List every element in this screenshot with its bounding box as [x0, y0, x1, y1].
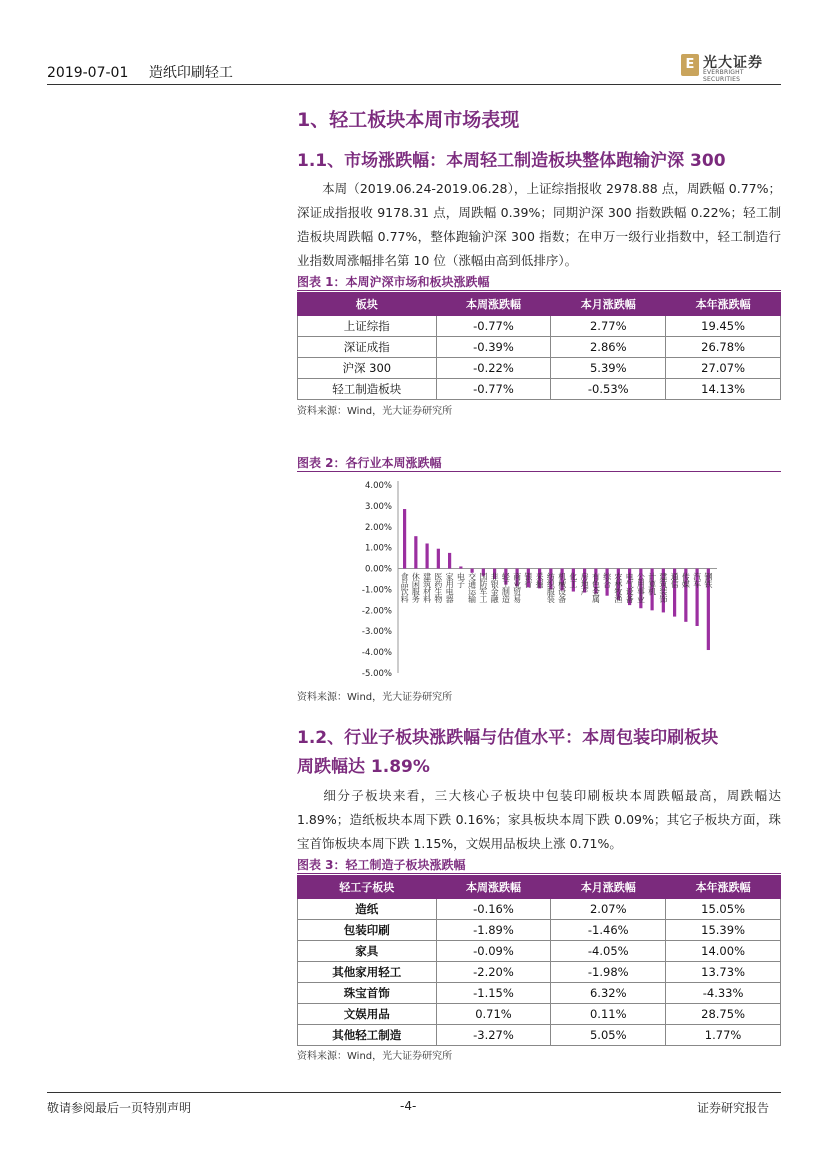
y-tick-label: -1.00%	[361, 585, 392, 596]
value-cell: -0.39%	[436, 337, 551, 358]
table-1-source: 资料来源：Wind，光大证券研究所	[297, 406, 453, 417]
section-1-2-paragraph	[297, 784, 781, 856]
row-label-cell: 上证综指	[298, 316, 437, 337]
value-cell: 2.86%	[551, 337, 666, 358]
table-row	[298, 379, 781, 400]
row-label-cell: 家具	[298, 941, 437, 962]
value-cell: -4.33%	[666, 983, 781, 1004]
value-cell: 15.39%	[666, 920, 781, 941]
category-label: 交通运输	[467, 572, 477, 603]
market-performance-table	[297, 292, 781, 400]
category-label: 建筑装饰	[658, 572, 668, 603]
table-3-title: 图表 3：轻工制造子板块涨跌幅	[297, 858, 466, 872]
logo-text-cn: 光大证券	[703, 55, 763, 71]
y-tick-label: -5.00%	[361, 669, 392, 679]
value-cell: 5.39%	[551, 358, 666, 379]
value-cell: 13.73%	[666, 962, 781, 983]
bar	[459, 566, 462, 568]
category-label: 计算机	[647, 572, 657, 596]
category-label: 轻工制造	[501, 572, 511, 603]
logo-text-en: EVERBRIGHT SECURITIES	[703, 69, 744, 83]
category-label: 医药生物	[433, 572, 443, 603]
bar	[403, 509, 406, 569]
figure-2-source: 资料来源：Wind，光大证券研究所	[297, 692, 453, 703]
row-label-cell: 文娱用品	[298, 1004, 437, 1025]
category-label: 有色金属	[591, 572, 601, 603]
category-label: 化工	[568, 572, 578, 588]
value-cell: 5.05%	[551, 1025, 666, 1046]
table-row	[298, 337, 781, 358]
value-cell: -1.89%	[436, 920, 551, 941]
category-label: 传媒	[681, 572, 691, 588]
value-cell: -3.27%	[436, 1025, 551, 1046]
category-label: 建筑材料	[422, 572, 432, 603]
row-label-cell: 其他轻工制造	[298, 1025, 437, 1046]
value-cell: -0.09%	[436, 941, 551, 962]
y-tick-label: 4.00%	[364, 481, 392, 491]
report-sector: 造纸印刷轻工	[148, 65, 233, 81]
value-cell: 2.77%	[551, 316, 666, 337]
value-cell: -1.46%	[551, 920, 666, 941]
header-divider	[47, 84, 781, 85]
report-date: 2019-07-01	[47, 65, 129, 81]
table-1-title: 图表 1：本周沪深市场和板块涨跌幅	[297, 275, 490, 289]
value-cell: -0.77%	[436, 379, 551, 400]
category-label: 钢铁	[703, 572, 713, 588]
category-label: 电子	[456, 572, 466, 588]
category-label: 食品饮料	[400, 572, 410, 603]
value-cell: 0.11%	[551, 1004, 666, 1025]
value-cell: -0.16%	[436, 899, 551, 920]
footer-disclaimer: 敬请参阅最后一页特别声明	[47, 1101, 192, 1115]
section-1-2-title-line2: 周跌幅达 1.89%	[297, 757, 430, 777]
footer-divider	[47, 1092, 781, 1093]
subsector-performance-table	[297, 875, 781, 1046]
value-cell: 6.32%	[551, 983, 666, 1004]
section-1-1-title: 1.1、市场涨跌幅：本周轻工制造板块整体跑输沪深 300	[297, 151, 726, 171]
table-row	[298, 358, 781, 379]
table-row	[298, 899, 781, 920]
table-header-row	[298, 876, 781, 899]
category-label: 休闲服务	[411, 572, 421, 603]
value-cell: 14.00%	[666, 941, 781, 962]
column-header: 本周涨跌幅	[436, 876, 551, 899]
category-label: 采掘	[535, 572, 545, 588]
figure-2-title-rule	[297, 471, 781, 472]
column-header: 本月涨跌幅	[551, 293, 666, 316]
value-cell: -4.05%	[551, 941, 666, 962]
category-label: 农林牧渔	[613, 572, 623, 603]
category-label: 电气设备	[625, 572, 635, 603]
header-meta	[47, 62, 249, 82]
table-row	[298, 316, 781, 337]
row-label-cell: 包装印刷	[298, 920, 437, 941]
section-1-2-text: 细分子板块来看，三大核心子板块中包装印刷板块本周跌幅最高，周跌幅达 1.89%；造纸板块本周下跌 0.16%；家具板块本周下跌 0.09%；其它子板块方面，珠宝首饰板块本周下跌 1.15%，文娱用品板块上涨 0.71%。	[297, 788, 781, 851]
row-label-cell: 其他家用轻工	[298, 962, 437, 983]
column-header: 本月涨跌幅	[551, 876, 666, 899]
section-1-1-text: 本周（2019.06.24-2019.06.28），上证综指报收 2978.88 点，周跌幅 0.77%；深证成指报收 9178.31 点，周跌幅 0.39%；同期沪深 300 指数跌幅 0.22%；轻工制造板块周跌幅 0.77%，整体跑输沪深 300 指数；在申万一级行业指数中，轻工制造行业指数周涨幅排名第 10 位（涨幅由高到低排序）。	[297, 181, 781, 268]
row-label-cell: 造纸	[298, 899, 437, 920]
figure-2-title: 图表 2：各行业本周涨跌幅	[297, 456, 442, 470]
value-cell: -2.20%	[436, 962, 551, 983]
value-cell: 2.07%	[551, 899, 666, 920]
column-header: 板块	[298, 293, 437, 316]
y-tick-label: 2.00%	[364, 522, 392, 533]
category-label: 国防军工	[478, 572, 488, 603]
value-cell: -1.98%	[551, 962, 666, 983]
row-label-cell: 轻工制造板块	[298, 379, 437, 400]
category-label: 纺织服装	[546, 572, 556, 603]
industry-weekly-change-chart	[297, 475, 781, 685]
category-label: 家用电器	[445, 572, 455, 603]
bar	[448, 553, 451, 569]
y-tick-label: 0.00%	[364, 564, 392, 575]
y-tick-label: 1.00%	[364, 543, 392, 554]
bar	[437, 549, 440, 569]
table-row	[298, 941, 781, 962]
column-header: 本年涨跌幅	[666, 293, 781, 316]
value-cell: -0.53%	[551, 379, 666, 400]
value-cell: 27.07%	[666, 358, 781, 379]
value-cell: 15.05%	[666, 899, 781, 920]
value-cell: 14.13%	[666, 379, 781, 400]
category-label: 综合	[602, 572, 612, 588]
value-cell: 26.78%	[666, 337, 781, 358]
category-label: 汽车	[692, 572, 702, 588]
table-row	[298, 983, 781, 1004]
y-tick-label: -4.00%	[361, 648, 392, 659]
section-1-2-title-line1: 1.2、行业子板块涨跌幅与估值水平：本周包装印刷板块	[297, 728, 719, 748]
table-row	[298, 1025, 781, 1046]
value-cell: 1.77%	[666, 1025, 781, 1046]
y-tick-label: -2.00%	[361, 606, 392, 617]
category-label: 银行	[523, 572, 533, 588]
table-row	[298, 920, 781, 941]
value-cell: -0.22%	[436, 358, 551, 379]
column-header: 本年涨跌幅	[666, 876, 781, 899]
row-label-cell: 沪深 300	[298, 358, 437, 379]
column-header: 本周涨跌幅	[436, 293, 551, 316]
logo-mark-icon: E	[681, 54, 699, 76]
category-label: 通信	[670, 572, 680, 588]
value-cell: 28.75%	[666, 1004, 781, 1025]
value-cell: -0.77%	[436, 316, 551, 337]
bar	[426, 543, 429, 568]
table-row	[298, 1004, 781, 1025]
table-3-source: 资料来源：Wind，光大证券研究所	[297, 1051, 453, 1062]
bar	[414, 536, 417, 568]
section-1-title: 1、轻工板块本周市场表现	[297, 109, 520, 131]
category-label: 商业贸易	[512, 572, 522, 603]
table-3-title-rule	[297, 873, 781, 874]
table-row	[298, 962, 781, 983]
y-tick-label: -3.00%	[361, 627, 392, 638]
table-1-title-rule	[297, 290, 781, 291]
page-number: -4-	[400, 1099, 417, 1113]
category-label: 公用事业	[636, 572, 646, 603]
row-label-cell: 珠宝首饰	[298, 983, 437, 1004]
column-header: 轻工子板块	[298, 876, 437, 899]
category-label: 房地产	[580, 572, 590, 596]
section-1-1-paragraph	[297, 177, 781, 273]
table-header-row	[298, 293, 781, 316]
value-cell: 0.71%	[436, 1004, 551, 1025]
footer-report-type: 证券研究报告	[697, 1101, 770, 1115]
category-label: 机械设备	[557, 572, 567, 603]
value-cell: 19.45%	[666, 316, 781, 337]
y-tick-label: 3.00%	[364, 501, 392, 512]
category-label: 非银金融	[490, 572, 500, 603]
value-cell: -1.15%	[436, 983, 551, 1004]
everbright-logo	[681, 52, 781, 83]
row-label-cell: 深证成指	[298, 337, 437, 358]
